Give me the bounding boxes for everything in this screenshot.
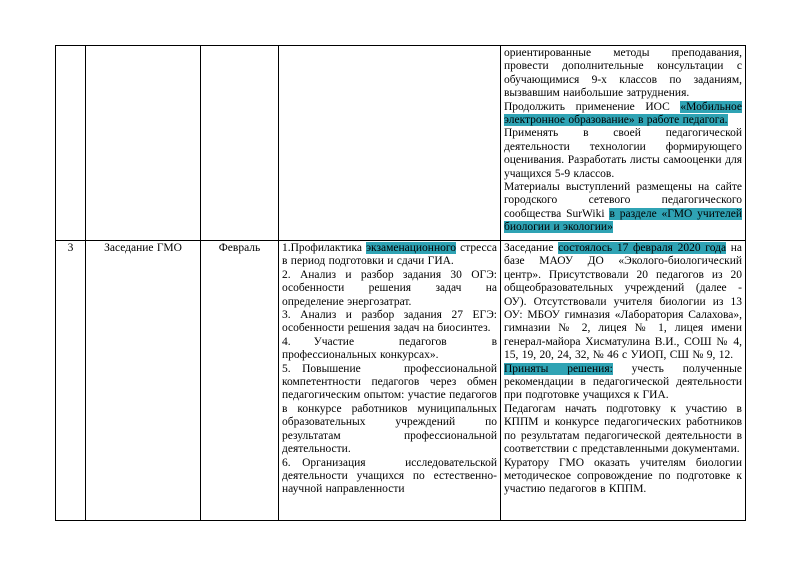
text-segment: Материалы выступлений размещены на сайте городского сетевого педагогического сообщества SurWiki: [504, 181, 742, 220]
paragraph: [504, 363, 742, 403]
text-segment: Куратору ГМО оказать учителям биологии методическое сопровождение по подготовке к участию педагогов в КППМ.: [504, 456, 742, 496]
text-segment: на базе МАОУ ДО «Эколого-биологический центр». Присутствовали 20 педагогов из 20 общеобразовательных учреждений (далее - ОУ). Отсутствовали учителя биологии из 13 ОУ: МБОУ гимназия «Лаборатория Салахова», гимназии № 2, лицея № 1, лицея имени генерал-майора Хисматулина В.И., СОШ № 4, 15, 19, 20, 24, 32, № 46 с УИОП, СШ № 9, 12.: [504, 242, 742, 362]
text-segment: Применять в своей педагогической деятельности технологии формирующего оценивания. Разработать листы самооценки для учащихся 5-9 классов.: [504, 127, 742, 180]
text-segment: 4. Участие педагогов в профессиональных конкурсах».: [282, 335, 497, 362]
text-segment: 2. Анализ и разбор задания 30 ОГЭ: особенности решения задач на определение энергозатрат.: [282, 268, 497, 308]
paragraph: [504, 47, 742, 101]
paragraph: [504, 181, 742, 235]
text-segment: Заседание: [504, 242, 559, 254]
highlighted-text: Приняты решения:: [504, 362, 613, 375]
cell-event: [86, 46, 201, 241]
gmo-meetings-table: [55, 45, 746, 521]
text-segment: 6. Организация исследовательской деятельности учащихся по естественно-научной направленности: [282, 456, 497, 496]
highlighted-text: «Мобильное электронное образование» в работе педагога.: [504, 100, 742, 127]
text-segment: 1.Профилактика: [282, 242, 367, 254]
text-segment: Педагогам начать подготовку к участию в КППМ и конкурсе педагогических работников по результатам педагогической деятельности в соответствии с представленными документами.: [504, 402, 742, 456]
paragraph: [504, 403, 742, 457]
cell-agenda: [279, 241, 501, 521]
paragraph: [282, 242, 497, 269]
paragraph: [282, 336, 497, 363]
cell-results: [501, 241, 746, 521]
highlighted-text: в разделе «ГМО учителей биологии и экологии»: [504, 207, 742, 234]
text-segment: Продолжить применение ИОС: [504, 100, 681, 113]
paragraph: [282, 457, 497, 497]
highlighted-text: экзаменационного: [366, 242, 457, 254]
paragraph: [282, 363, 497, 457]
cell-number: [56, 46, 86, 241]
table-row: [56, 241, 746, 521]
cell-month: Февраль: [201, 241, 279, 521]
paragraph: [504, 127, 742, 181]
table-row-continuation: [56, 46, 746, 241]
paragraph: [282, 309, 497, 336]
paragraph: [504, 101, 742, 128]
cell-results: [501, 46, 746, 241]
text-segment: 3. Анализ и разбор задания 27 ЕГЭ: особенности решения задач на биосинтез.: [282, 309, 497, 335]
text-segment: учесть полученные рекомендации в педагогической деятельности при подготовке учащихся к ГИА.: [504, 362, 742, 402]
cell-agenda: [279, 46, 501, 241]
paragraph: [282, 269, 497, 309]
text-segment: 5. Повышение профессиональной компетентности педагогов через обмен педагогическим опытом: участие педагогов в конкурсе работников муниципальных образовательных учреждений по результатам профессиональной деятельности.: [282, 362, 497, 456]
text-segment: стресса в период подготовки и сдачи ГИА.: [282, 242, 497, 268]
paragraph: [504, 242, 742, 363]
cell-number: 3: [56, 241, 86, 521]
highlighted-text: состоялось 17 февраля 2020 года: [558, 242, 727, 254]
cell-month: [201, 46, 279, 241]
cell-event: Заседание ГМО: [86, 241, 201, 521]
paragraph: [504, 457, 742, 497]
text-segment: ориентированные методы преподавания, провести дополнительные консультации с обучающимися 9-х классов по заданиям, вызвавшим наибольшие затруднения.: [504, 47, 742, 100]
